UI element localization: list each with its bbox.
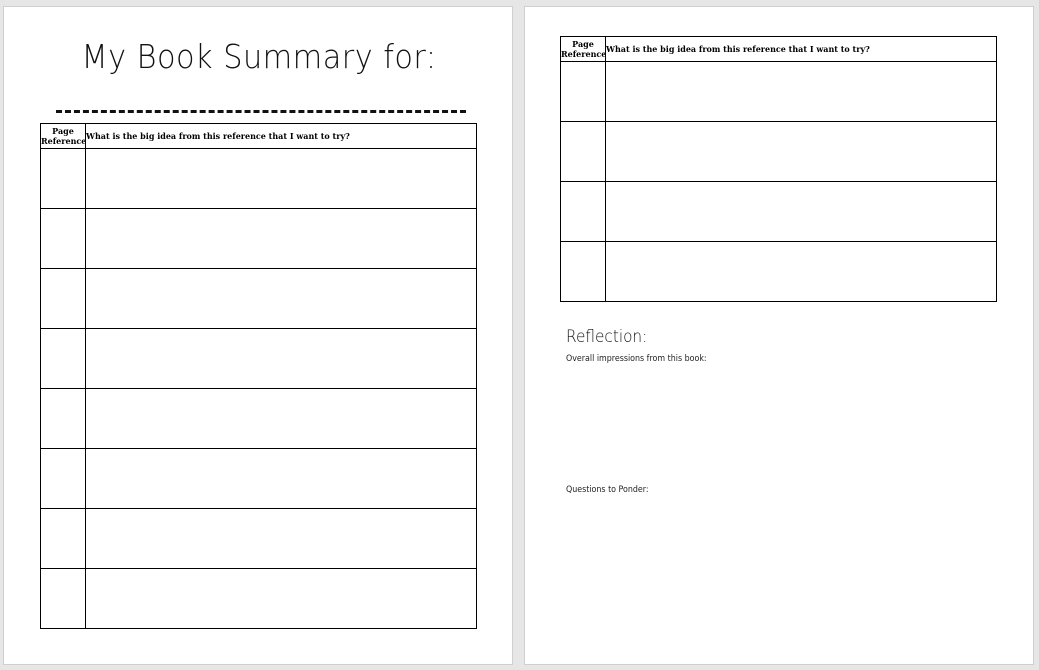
- big-idea-cell[interactable]: [606, 62, 997, 122]
- table-header-row: [41, 124, 477, 149]
- page-reference-cell[interactable]: [41, 209, 86, 269]
- page-reference-cell[interactable]: [561, 62, 606, 122]
- big-idea-cell[interactable]: [86, 509, 477, 569]
- table-row: [41, 269, 477, 329]
- big-idea-cell[interactable]: [606, 182, 997, 242]
- page-reference-header: Page Reference: [561, 37, 606, 62]
- page-reference-cell[interactable]: [561, 182, 606, 242]
- reflection-heading: Reflection:: [566, 327, 648, 347]
- impressions-label: Overall impressions from this book:: [566, 354, 707, 364]
- title-blank-line: [56, 110, 466, 113]
- page-reference-cell[interactable]: [41, 389, 86, 449]
- document-title: My Book Summary for:: [81, 37, 437, 76]
- big-idea-cell[interactable]: [606, 122, 997, 182]
- table-row: [41, 569, 477, 629]
- table-header-row: [561, 37, 997, 62]
- table-row: [561, 182, 997, 242]
- questions-label: Questions to Ponder:: [566, 485, 649, 495]
- document-page-1: [3, 6, 513, 665]
- table-row: [561, 242, 997, 302]
- big-idea-cell[interactable]: [86, 329, 477, 389]
- big-idea-cell[interactable]: [86, 389, 477, 449]
- big-idea-cell[interactable]: [86, 149, 477, 209]
- big-idea-cell[interactable]: [86, 269, 477, 329]
- table-row: [561, 122, 997, 182]
- table-row: [41, 509, 477, 569]
- page-reference-cell[interactable]: [41, 449, 86, 509]
- big-idea-cell[interactable]: [86, 569, 477, 629]
- big-idea-cell[interactable]: [86, 209, 477, 269]
- page-reference-cell[interactable]: [41, 569, 86, 629]
- table-row: [41, 149, 477, 209]
- page-reference-header: Page Reference: [41, 124, 86, 149]
- big-idea-header: What is the big idea from this reference that I want to try?: [86, 124, 477, 149]
- table-row: [41, 329, 477, 389]
- page-reference-cell[interactable]: [561, 122, 606, 182]
- page-reference-cell[interactable]: [41, 149, 86, 209]
- table-row: [41, 389, 477, 449]
- table-row: [561, 62, 997, 122]
- page-reference-cell[interactable]: [41, 269, 86, 329]
- page-reference-cell[interactable]: [561, 242, 606, 302]
- page-reference-cell[interactable]: [41, 329, 86, 389]
- table-row: [41, 209, 477, 269]
- big-idea-cell[interactable]: [606, 242, 997, 302]
- big-idea-header: What is the big idea from this reference that I want to try?: [606, 37, 997, 62]
- page-reference-cell[interactable]: [41, 509, 86, 569]
- big-idea-cell[interactable]: [86, 449, 477, 509]
- table-row: [41, 449, 477, 509]
- reference-table-2: [560, 36, 997, 302]
- reference-table-1: [40, 123, 477, 629]
- document-page-2: [524, 6, 1034, 665]
